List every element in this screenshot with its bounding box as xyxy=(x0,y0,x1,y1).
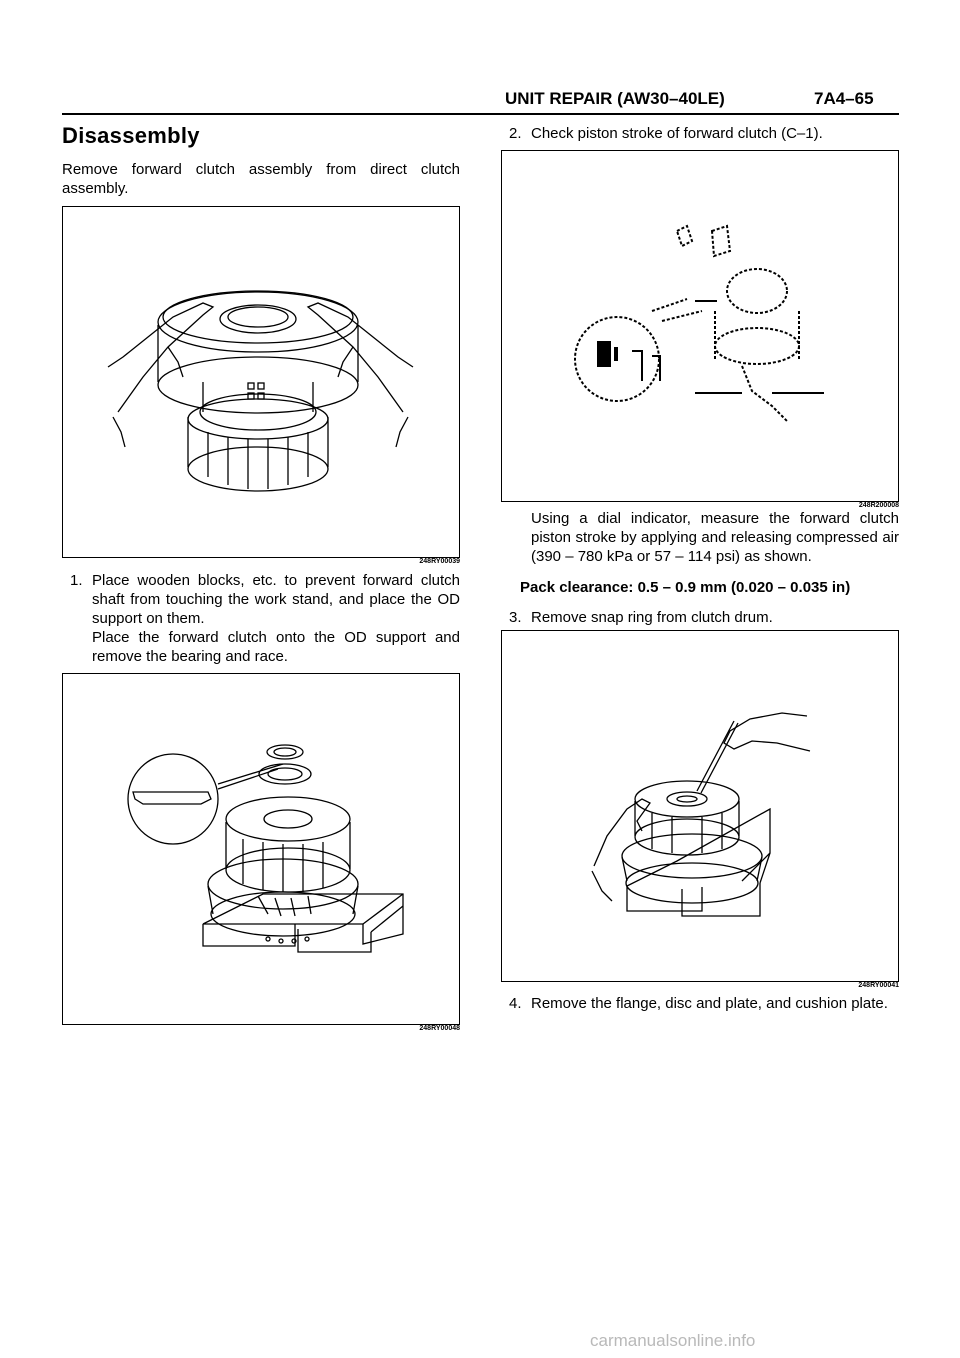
pack-clearance-spec: Pack clearance: 0.5 – 0.9 mm (0.020 – 0.035 in) xyxy=(520,579,851,596)
step-number: 4. xyxy=(509,995,522,1012)
watermark: carmanualsonline.info xyxy=(590,1331,756,1350)
figure-forward-clutch-removal xyxy=(62,206,460,558)
step-2-text: Check piston stroke of forward clutch (C–1). xyxy=(531,125,823,142)
step-3 xyxy=(509,608,899,627)
illustration-dial-indicator xyxy=(502,151,900,503)
step-number: 1. xyxy=(70,572,83,589)
section-title: Disassembly xyxy=(62,123,200,148)
step-2 xyxy=(509,124,899,143)
header-rule xyxy=(62,113,899,115)
header-title: UNIT REPAIR (AW30–40LE) xyxy=(505,89,725,108)
figure-code: 248RY00048 xyxy=(419,1025,460,1032)
illustration-screwdriver-snap-ring xyxy=(502,631,900,983)
step-1-subtext: Place the forward clutch onto the OD support and remove the bearing and race. xyxy=(92,629,460,665)
step-number: 2. xyxy=(509,125,522,142)
step-4-text: Remove the flange, disc and plate, and cushion plate. xyxy=(531,995,888,1012)
step-3-text: Remove snap ring from clutch drum. xyxy=(531,609,773,626)
step-text xyxy=(92,571,460,666)
figure-code: 248RY00041 xyxy=(858,982,899,989)
figure-snap-ring-removal xyxy=(501,630,899,982)
page-number: 7A4–65 xyxy=(814,89,874,108)
figure-code: 248RY00039 xyxy=(419,558,460,565)
figure-piston-stroke-check xyxy=(501,150,899,502)
illustration-clutch-on-blocks xyxy=(63,674,461,1026)
step-1-text: Place wooden blocks, etc. to prevent forward clutch shaft from touching the work stand, and place the OD support on them. xyxy=(92,572,460,627)
figure-code: 248R200008 xyxy=(858,502,899,509)
step-number: 3. xyxy=(509,609,522,626)
intro-paragraph: Remove forward clutch assembly from direct clutch assembly. xyxy=(62,161,460,197)
figure-clutch-on-od-support xyxy=(62,673,460,1025)
step-2-subtext: Using a dial indicator, measure the forward clutch piston stroke by applying and releasing compressed air (390 – 780 kPa or 57 – 114 psi) as shown. xyxy=(531,510,899,565)
step-4 xyxy=(509,994,899,1013)
step-1 xyxy=(70,571,460,666)
illustration-hands-lifting-clutch xyxy=(63,207,461,559)
